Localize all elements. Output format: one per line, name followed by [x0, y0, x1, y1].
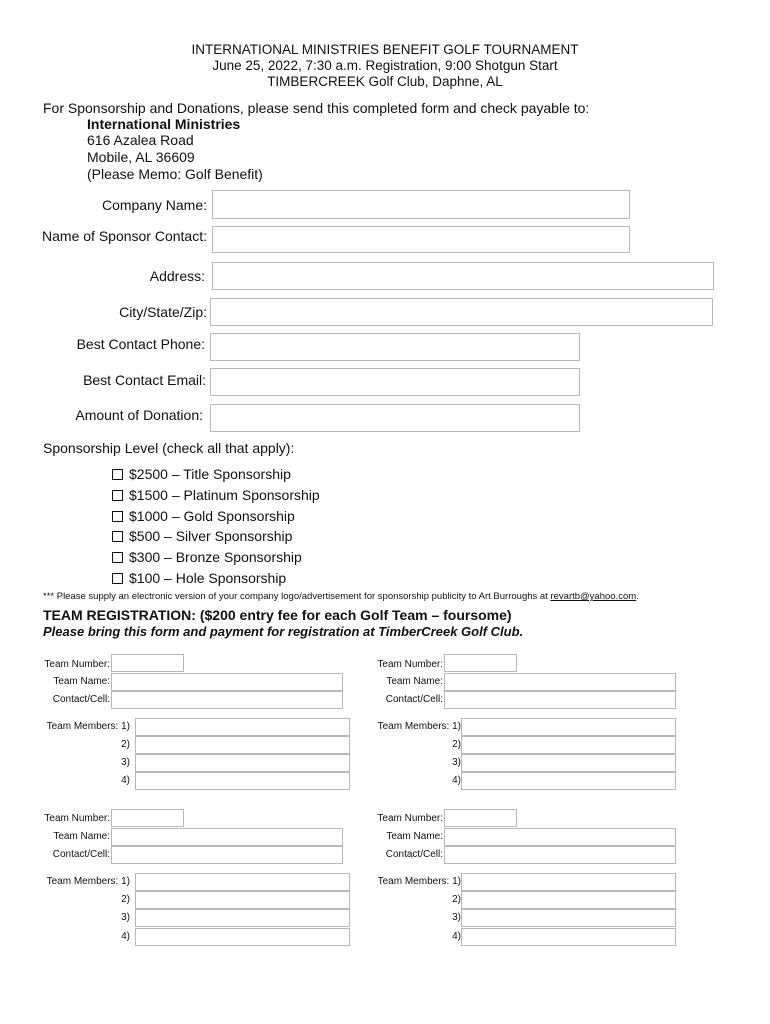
member-2-label: 2): [121, 739, 130, 750]
checkbox[interactable]: [112, 511, 123, 522]
sponsorship-option-hole[interactable]: $100 – Hole Sponsorship: [112, 570, 286, 587]
tournament-venue: TIMBERCREEK Golf Club, Daphne, AL: [267, 74, 503, 89]
team-name-label: Team Name:: [386, 676, 443, 687]
member-3-field[interactable]: [461, 754, 676, 772]
checkbox[interactable]: [112, 552, 123, 563]
team-number-label: Team Number:: [44, 659, 110, 670]
team-number-field[interactable]: [444, 809, 517, 827]
address-field[interactable]: [212, 262, 714, 290]
member-2-field[interactable]: [135, 891, 350, 909]
city-state-zip-field[interactable]: [210, 298, 713, 326]
sponsor-contact-label: Name of Sponsor Contact:: [42, 228, 207, 244]
team-number-field[interactable]: [444, 654, 517, 672]
contact-cell-label: Contact/Cell:: [385, 694, 443, 705]
phone-field[interactable]: [210, 333, 580, 361]
member-4-label: 4): [452, 775, 461, 786]
sponsorship-option-title[interactable]: $2500 – Title Sponsorship: [112, 466, 291, 483]
city-state-zip-label: City/State/Zip:: [119, 304, 207, 320]
sponsor-contact-field[interactable]: [212, 226, 630, 253]
team-registration-subheading: Please bring this form and payment for registration at TimberCreek Golf Club.: [43, 624, 524, 639]
member-3-field[interactable]: [461, 909, 676, 927]
contact-cell-label: Contact/Cell:: [52, 849, 110, 860]
company-name-field[interactable]: [212, 190, 630, 219]
member-2-label: 2): [452, 739, 461, 750]
team-name-field[interactable]: [111, 828, 343, 846]
team-name-field[interactable]: [111, 673, 343, 691]
contact-cell-field[interactable]: [444, 691, 676, 709]
member-4-label: 4): [121, 775, 130, 786]
payee-memo: (Please Memo: Golf Benefit): [87, 166, 263, 182]
contact-cell-field[interactable]: [111, 691, 343, 709]
member-2-field[interactable]: [135, 736, 350, 754]
team-name-field[interactable]: [444, 828, 676, 846]
team-registration-heading: TEAM REGISTRATION: ($200 entry fee for each Golf Team – foursome): [43, 607, 512, 623]
logo-note: *** Please supply an electronic version of your company logo/advertisement for sponsorship publicity to Art Burroughs at revartb@yahoo.com.: [43, 591, 639, 602]
member-2-label: 2): [121, 894, 130, 905]
sponsorship-option-bronze[interactable]: $300 – Bronze Sponsorship: [112, 549, 302, 566]
sponsorship-heading: Sponsorship Level (check all that apply):: [43, 440, 295, 456]
member-3-label: 3): [121, 912, 130, 923]
sponsorship-option-silver[interactable]: $500 – Silver Sponsorship: [112, 528, 292, 545]
tournament-date: June 25, 2022, 7:30 a.m. Registration, 9:00 Shotgun Start: [212, 58, 558, 73]
contact-cell-label: Contact/Cell:: [52, 694, 110, 705]
member-3-field[interactable]: [135, 754, 350, 772]
payee-city: Mobile, AL 36609: [87, 149, 195, 165]
member-3-label: 3): [452, 912, 461, 923]
member-3-field[interactable]: [135, 909, 350, 927]
team-number-label: Team Number:: [44, 813, 110, 824]
phone-label: Best Contact Phone:: [76, 336, 205, 352]
contact-cell-field[interactable]: [444, 846, 676, 864]
checkbox[interactable]: [112, 469, 123, 480]
member-3-label: 3): [452, 757, 461, 768]
member-2-field[interactable]: [461, 736, 676, 754]
member-4-label: 4): [121, 931, 130, 942]
payee-name: International Ministries: [87, 116, 241, 132]
sponsorship-option-gold[interactable]: $1000 – Gold Sponsorship: [112, 508, 295, 525]
donation-field[interactable]: [210, 404, 580, 432]
company-name-label: Company Name:: [101, 197, 207, 213]
member-1-field[interactable]: [461, 718, 676, 736]
team-members-label: Team Members: 1): [377, 721, 461, 732]
team-number-label: Team Number:: [377, 813, 443, 824]
team-members-label: Team Members: 1): [46, 721, 130, 732]
member-1-field[interactable]: [135, 873, 350, 891]
member-2-field[interactable]: [461, 891, 676, 909]
team-name-label: Team Name:: [53, 831, 110, 842]
donation-label: Amount of Donation:: [75, 407, 203, 423]
sponsorship-option-platinum[interactable]: $1500 – Platinum Sponsorship: [112, 487, 320, 504]
member-4-field[interactable]: [461, 928, 676, 946]
member-4-label: 4): [452, 931, 461, 942]
team-name-label: Team Name:: [53, 676, 110, 687]
tournament-title: INTERNATIONAL MINISTRIES BENEFIT GOLF TOURNAMENT: [191, 42, 579, 57]
member-4-field[interactable]: [135, 772, 350, 790]
email-label: Best Contact Email:: [83, 372, 206, 388]
address-label: Address:: [149, 268, 205, 284]
team-members-label: Team Members: 1): [377, 876, 461, 887]
member-1-field[interactable]: [135, 718, 350, 736]
payee-street: 616 Azalea Road: [87, 132, 194, 148]
member-1-field[interactable]: [461, 873, 676, 891]
contact-cell-label: Contact/Cell:: [385, 849, 443, 860]
payment-instruction: For Sponsorship and Donations, please send this completed form and check payable to:: [43, 100, 590, 116]
team-number-field[interactable]: [111, 654, 184, 672]
member-4-field[interactable]: [461, 772, 676, 790]
checkbox[interactable]: [112, 573, 123, 584]
contact-cell-field[interactable]: [111, 846, 343, 864]
member-2-label: 2): [452, 894, 461, 905]
team-name-label: Team Name:: [386, 831, 443, 842]
contact-email-link[interactable]: revartb@yahoo.com: [550, 591, 637, 602]
team-members-label: Team Members: 1): [46, 876, 130, 887]
team-number-field[interactable]: [111, 809, 184, 827]
checkbox[interactable]: [112, 490, 123, 501]
member-3-label: 3): [121, 757, 130, 768]
member-4-field[interactable]: [135, 928, 350, 946]
team-name-field[interactable]: [444, 673, 676, 691]
checkbox[interactable]: [112, 531, 123, 542]
email-field[interactable]: [210, 368, 580, 396]
team-number-label: Team Number:: [377, 659, 443, 670]
